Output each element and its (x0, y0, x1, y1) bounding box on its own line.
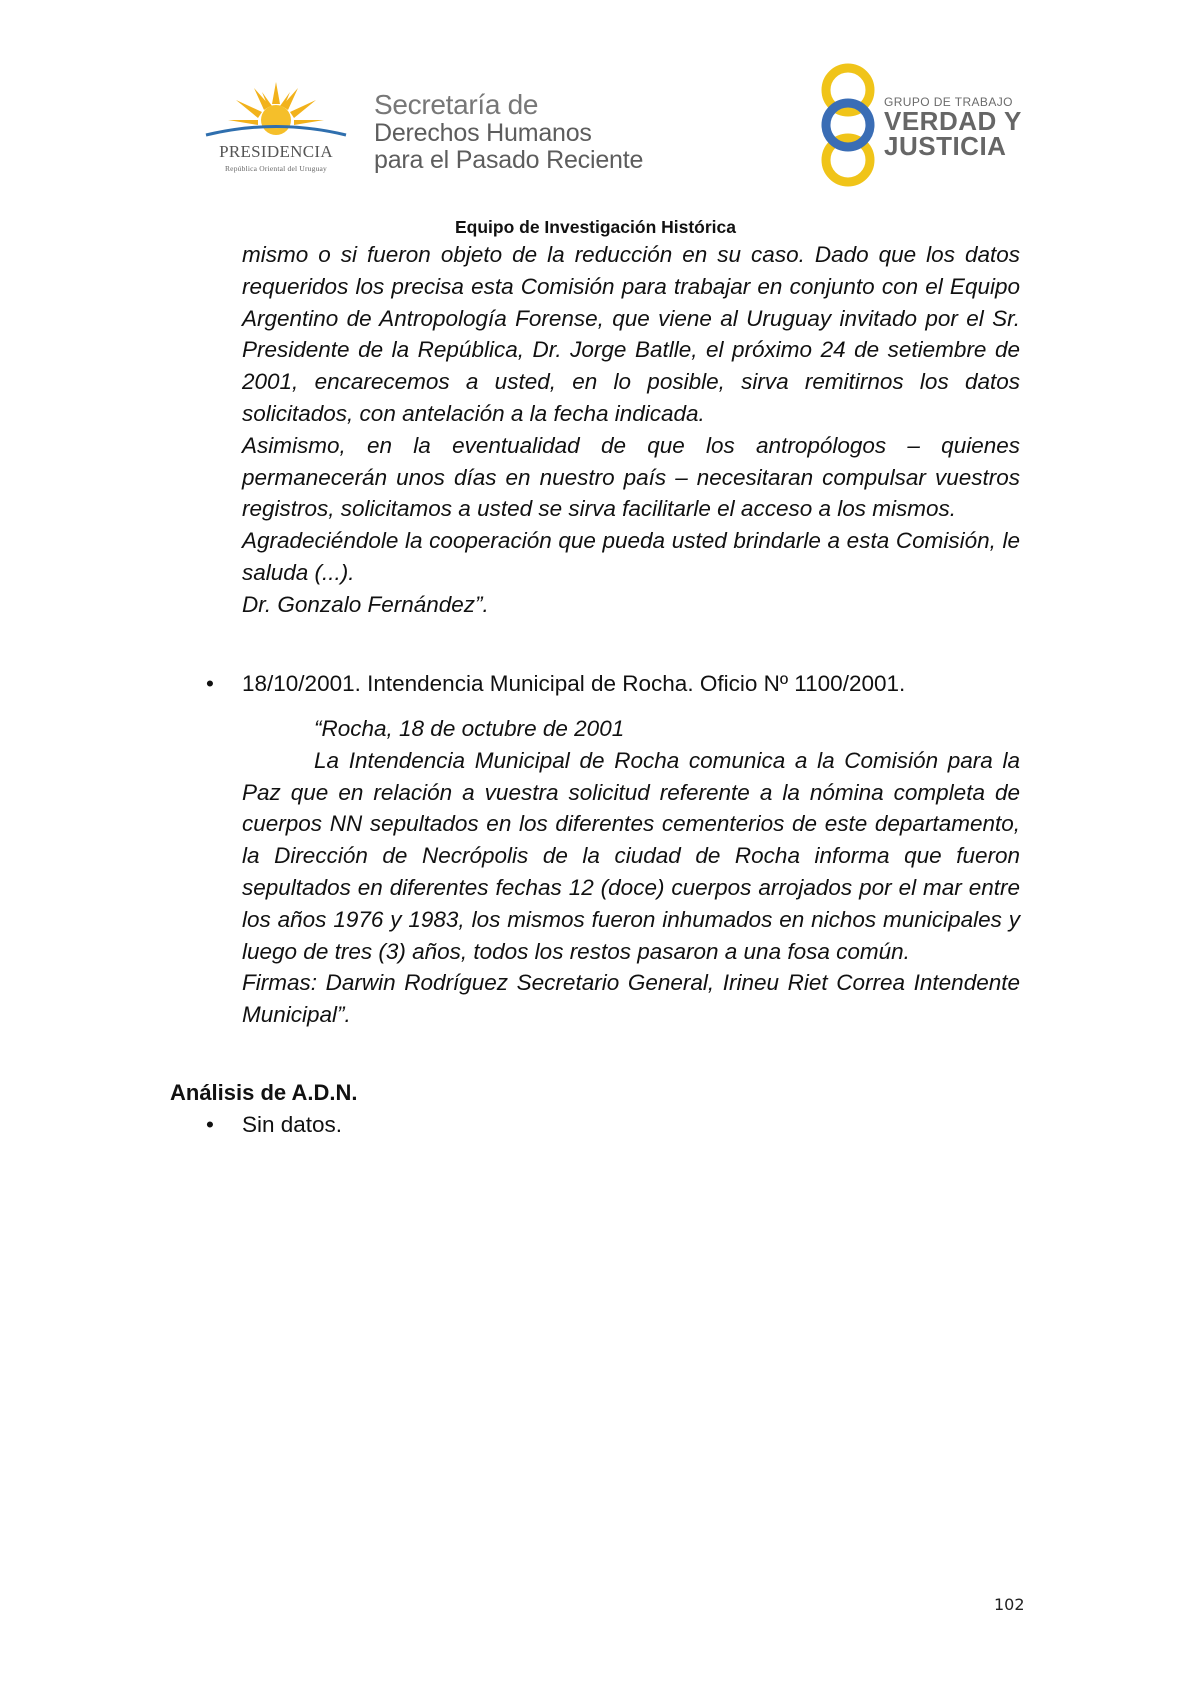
letter2-date: “Rocha, 18 de octubre de 2001 (314, 716, 625, 741)
presidencia-name: PRESIDENCIA (219, 142, 333, 161)
letter-quote-2 (242, 713, 1020, 1031)
bullet-icon: • (206, 671, 214, 696)
presidencia-subtitle: República Oriental del Uruguay (224, 164, 327, 173)
letter-quote-1 (242, 239, 1020, 621)
presidencia-logo (196, 80, 356, 180)
secretaria-line2: Derechos Humanos (374, 119, 592, 147)
letter2-paragraph: La Intendencia Municipal de Rocha comunica a la Comisión para la Paz que en relación a vuestra solicitud referente a la nómina completa de cuerpos NN sepultados en los diferentes cementerios de este departamento, la Dirección de Necrópolis de la ciudad de Rocha informa que fueron sepultados en diferentes fechas 12 (doce) cuerpos arrojados por el mar entre los años 1976 y 1983, los mismos fueron inhumados en nichos municipales y luego de tres (3) años, todos los restos pasaron a una fosa común. (242, 747, 1020, 964)
chain-rings-icon (808, 62, 888, 188)
letter1-paragraph-2: Asimismo, en la eventualidad de que los antropólogos – quienes permanecerán unos días en nuestro país – necesitaran compulsar vuestros registros, solicitamos a usted se sirva facilitarle el acceso a los mismos. (242, 432, 1020, 522)
page-header (0, 0, 1191, 220)
grupo-line2: VERDAD Y (884, 106, 1022, 136)
bullet-text: 18/10/2001. Intendencia Municipal de Rocha. Oficio Nº 1100/2001. (242, 671, 906, 696)
letter1-paragraph-3: Agradeciéndole la cooperación que pueda usted brindarle a esta Comisión, le saluda (...). (242, 528, 1020, 585)
secretaria-line3: para el Pasado Reciente (374, 146, 644, 174)
page-number: 102 (994, 1595, 1025, 1614)
section-heading-adn: Análisis de A.D.N. (170, 1080, 358, 1105)
letter1-paragraph-1: mismo o si fueron objeto de la reducción en su caso. Dado que los datos requeridos los precisa esta Comisión para trabajar en conjunto con el Equipo Argentino de Antropología Forense, que viene al Uruguay invitado por el Sr. Presidente de la República, Dr. Jorge Batlle, el próximo 24 de setiembre de 2001, encarecemos a usted, en lo posible, sirva remitirnos los datos solicitados, con antelación a la fecha indicada. (242, 242, 1020, 426)
team-title: Equipo de Investigación Histórica (454, 217, 737, 237)
grupo-line1: GRUPO DE TRABAJO (884, 95, 1013, 109)
bullet-text: Sin datos. (242, 1112, 343, 1137)
letter2-signatures: Firmas: Darwin Rodríguez Secretario General, Irineu Riet Correa Intendente Municipal”. (242, 970, 1020, 1028)
sun-emblem-icon (196, 80, 356, 140)
bullet-icon: • (206, 1112, 214, 1137)
letter1-signature: Dr. Gonzalo Fernández”. (242, 591, 489, 617)
secretaria-logo-text (374, 90, 643, 174)
secretaria-line1: Secretaría de (374, 89, 539, 120)
grupo-trabajo-text (884, 95, 1022, 159)
grupo-line3: JUSTICIA (884, 131, 1007, 161)
